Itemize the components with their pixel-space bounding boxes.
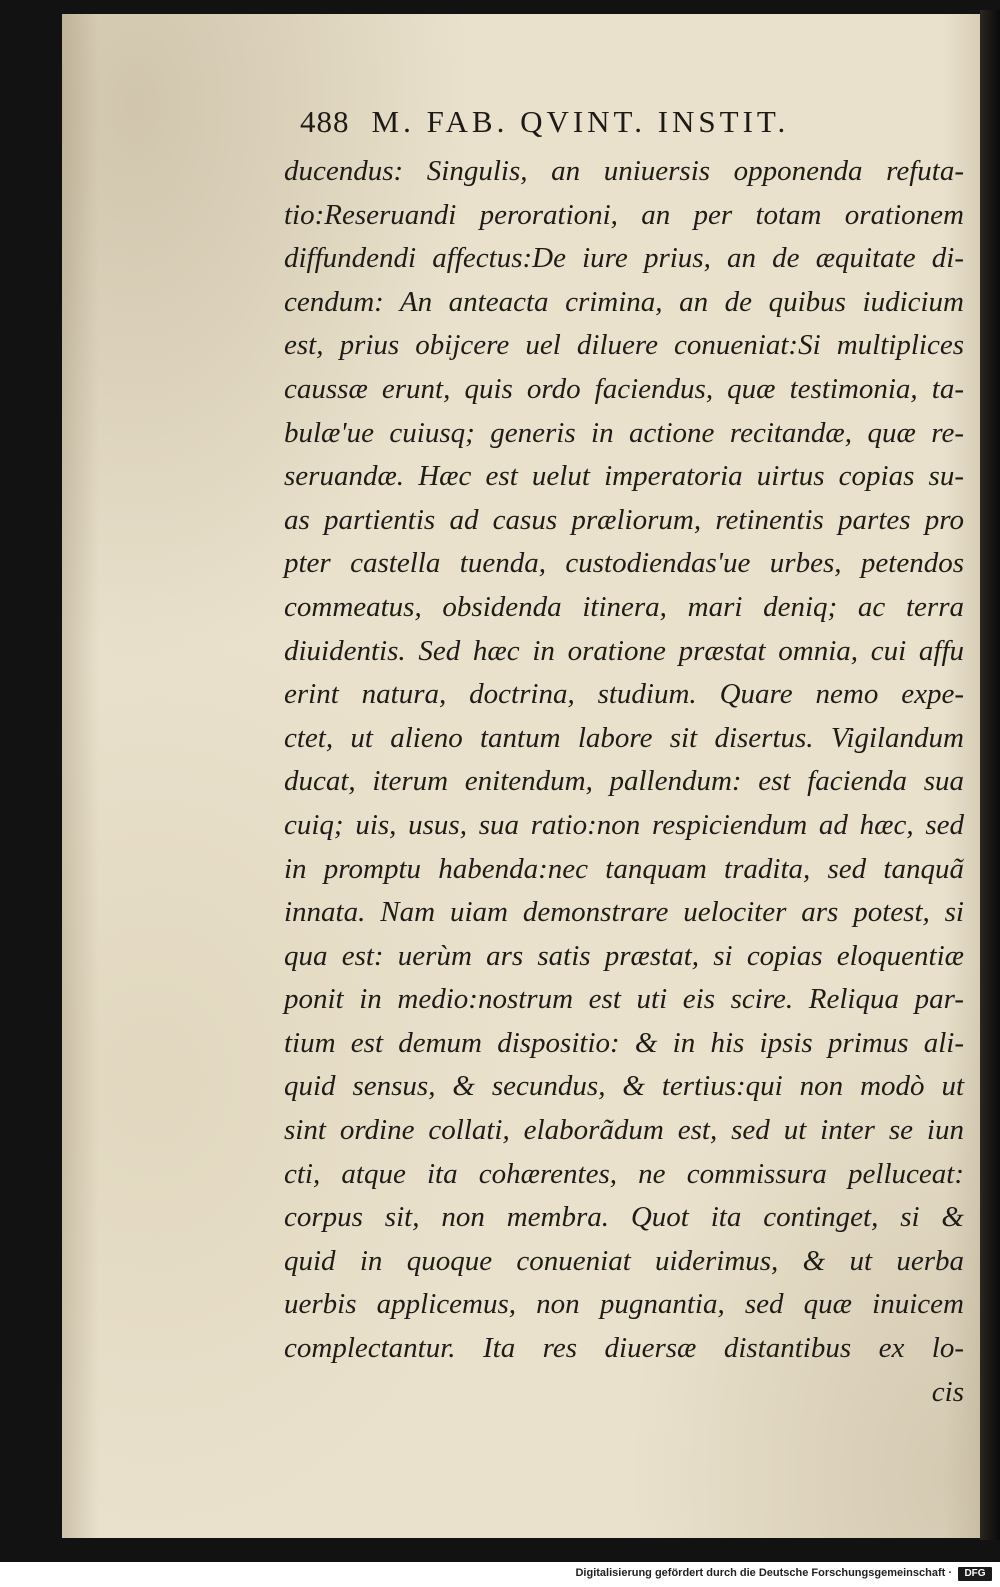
text-line: tio:Reseruandi perorationi, an per totam orationem xyxy=(284,198,964,231)
book-edge xyxy=(980,10,1000,1540)
page-number: 488 xyxy=(300,104,350,139)
text-line: corpus sit, non membra. Quot ita continget, si & xyxy=(284,1201,964,1234)
text-line: commeatus, obsidenda itinera, mari deniq; ac terra xyxy=(284,590,964,623)
text-line: in promptu habenda:nec tanquam tradita, sed tanquã xyxy=(284,852,964,885)
body-text xyxy=(284,150,964,1414)
text-line: innata. Nam uiam demonstrare uelociter ars potest, si xyxy=(284,896,964,929)
text-line: ducendus: Singulis, an uniuersis opponenda refuta- xyxy=(284,155,964,187)
text-line: sint ordine collati, elaborãdum est, sed ut inter se iun xyxy=(284,1114,964,1147)
text-line: as partientis ad casus præliorum, retinentis partes pro xyxy=(284,503,964,536)
text-line: bulæ'ue cuiusq; generis in actione recitandæ, quæ re- xyxy=(284,416,964,449)
text-line: cuiq; uis, usus, sua ratio:non respiciendum ad hæc, sed xyxy=(284,808,964,841)
digitization-footer xyxy=(0,1562,1000,1587)
running-title: M. FAB. QVINT. INSTIT. xyxy=(371,104,790,139)
text-line: tium est demum dispositio: & in his ipsis primus ali- xyxy=(284,1026,964,1059)
text-line: est, prius obijcere uel diluere conueniat:Si multiplices xyxy=(284,329,964,362)
text-line: ducat, iterum enitendum, pallendum: est facienda sua xyxy=(284,765,964,798)
text-line: uerbis applicemus, non pugnantia, sed quæ inuicem xyxy=(284,1288,964,1321)
dfg-logo: DFG xyxy=(958,1567,992,1581)
text-line: complectantur. Ita res diuersæ distantibus ex lo- xyxy=(284,1332,964,1365)
text-line: quid sensus, & secundus, & tertius:qui non modò ut xyxy=(284,1070,964,1103)
text-line: ponit in medio:nostrum est uti eis scire. Reliqua par- xyxy=(284,983,964,1016)
running-header xyxy=(300,104,920,148)
text-line: pter castella tuenda, custodiendas'ue urbes, petendos xyxy=(284,547,964,580)
text-line: diuidentis. Sed hæc in oratione præstat omnia, cui affu xyxy=(284,634,964,667)
text-line: qua est: uerùm ars satis præstat, si copias eloquentiæ xyxy=(284,939,964,972)
text-line: seruandæ. Hæc est uelut imperatoria uirtus copias su- xyxy=(284,460,964,493)
text-line: caussæ erunt, quis ordo faciendus, quæ testimonia, ta- xyxy=(284,372,964,405)
text-line: ctet, ut alieno tantum labore sit disertus. Vigilandum xyxy=(284,721,964,754)
text-line: diffundendi affectus:De iure prius, an de æquitate di- xyxy=(284,242,964,275)
text-line: cendum: An anteacta crimina, an de quibus iudicium xyxy=(284,285,964,318)
funding-credit: Digitalisierung gefördert durch die Deutsche Forschungsgemeinschaft · xyxy=(575,1567,952,1579)
text-line: quid in quoque conueniat uiderimus, & ut uerba xyxy=(284,1244,964,1277)
catchword: cis xyxy=(931,1375,964,1408)
text-line: erint natura, doctrina, studium. Quare nemo expe- xyxy=(284,678,964,711)
text-line: cti, atque ita cohærentes, ne commissura pelluceat: xyxy=(284,1157,964,1190)
